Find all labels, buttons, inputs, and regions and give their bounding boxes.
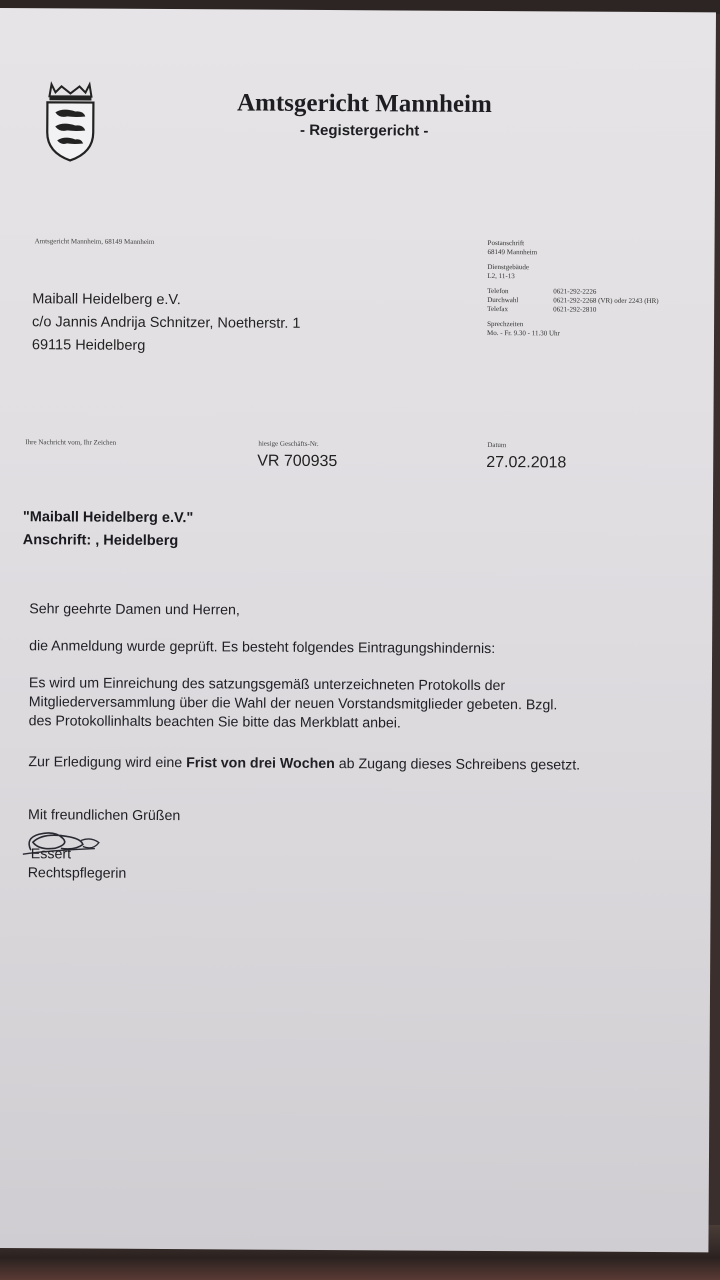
direct-dial-label: Durchwahl [487, 295, 519, 305]
phone-value: 0621-292-2226 [553, 287, 597, 296]
deadline-bold: Frist von drei Wochen [186, 755, 335, 773]
fax-label: Telefax [487, 304, 509, 314]
fax-value: 0621-292-2810 [553, 305, 597, 314]
contact-info-block [487, 239, 659, 339]
paragraph-3 [28, 754, 580, 773]
case-number-label: hiesige Geschäfts-Nr. [258, 439, 319, 448]
building-value: L2, 11-13 [487, 271, 515, 281]
signer-role: Rechtspflegerin [27, 865, 127, 882]
signer-name: Essert [30, 846, 72, 863]
paragraph-1: die Anmeldung wurde geprüft. Es besteht folgendes Eintragungshindernis: [29, 638, 496, 658]
recipient-line-2: c/o Jannis Andrija Schnitzer, Noetherstr. 1 [32, 314, 301, 332]
building-label: Dienstgebäude [487, 262, 530, 272]
deadline-post: ab Zugang dieses Schreibens gesetzt. [334, 756, 581, 774]
letter-page [0, 8, 716, 1252]
subject-line-2: Anschrift: , Heidelberg [22, 532, 179, 550]
court-department: - Registergericht - [300, 121, 429, 140]
court-title: Amtsgericht Mannheim [236, 89, 492, 119]
sender-return-line: Amtsgericht Mannheim, 68149 Mannheim [34, 237, 155, 246]
phone-label: Telefon [487, 286, 509, 296]
fax-row [487, 305, 658, 315]
deadline-pre: Zur Erledigung wird eine [28, 754, 187, 772]
recipient-line-3: 69115 Heidelberg [31, 337, 146, 354]
postal-label: Postanschrift [487, 238, 525, 248]
subject-line-1: "Maiball Heidelberg e.V." [22, 509, 194, 527]
your-reference-label: Ihre Nachricht vom, Ihr Zeichen [25, 438, 117, 447]
paragraph-2-line-3: des Protokollinhalts beachten Sie bitte das Merkblatt anbei. [28, 713, 401, 732]
letter-date: 27.02.2018 [486, 453, 567, 472]
date-label: Datum [487, 440, 507, 450]
office-hours-value: Mo. - Fr. 9.30 - 11.30 Uhr [486, 328, 560, 338]
paragraph-2-line-1: Es wird um Einreichung des satzungsgemäß unterzeichneten Protokolls der [28, 675, 506, 695]
case-number: VR 700935 [257, 452, 338, 471]
direct-dial-value: 0621-292-2268 (VR) oder 2243 (HR) [553, 296, 659, 306]
postal-value: 68149 Mannheim [487, 247, 538, 257]
salutation: Sehr geehrte Damen und Herren, [29, 601, 240, 619]
office-hours-label: Sprechzeiten [487, 319, 524, 329]
closing-greeting: Mit freundlichen Grüßen [28, 807, 181, 825]
paragraph-2-line-2: Mitgliederversammlung über die Wahl der neuen Vorstandsmitglieder gebeten. Bzgl. [28, 694, 558, 714]
recipient-line-1: Maiball Heidelberg e.V. [32, 291, 181, 309]
